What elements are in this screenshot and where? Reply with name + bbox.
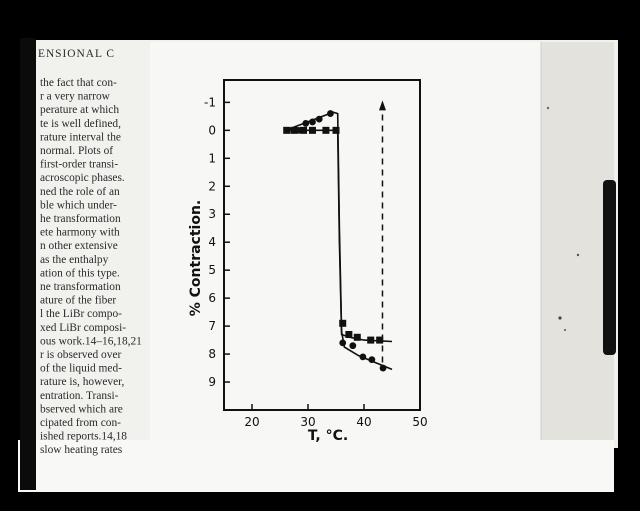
body-text-line: ished reports.14,18 bbox=[40, 430, 127, 443]
body-text-line: te is well defined, bbox=[40, 117, 121, 130]
data-point-square bbox=[354, 334, 361, 341]
body-text-line: the fact that con- bbox=[40, 77, 117, 89]
body-text-line: normal. Plots of bbox=[40, 145, 114, 157]
body-text-line: ete harmony with bbox=[40, 226, 120, 239]
body-text-line: rature interval the bbox=[40, 131, 121, 144]
y-axis-title: % Contraction. bbox=[188, 199, 204, 317]
body-text-line: ation of this type. bbox=[40, 267, 120, 280]
x-tick-label: 30 bbox=[300, 415, 316, 429]
page-header: ENSIONAL C bbox=[38, 48, 115, 60]
y-tick-label: 5 bbox=[208, 263, 216, 278]
body-text-line: first-order transi- bbox=[40, 158, 119, 171]
x-tick-label: 50 bbox=[412, 415, 428, 429]
body-text-line: r a very narrow bbox=[40, 90, 110, 103]
body-text-line: ous work.14–16,18,21 bbox=[40, 335, 142, 348]
data-point-square bbox=[309, 127, 316, 134]
data-point-square bbox=[322, 127, 329, 134]
body-text-line: of the liquid med- bbox=[40, 362, 122, 375]
data-point-square bbox=[367, 337, 374, 344]
body-text-line: cipated from con- bbox=[40, 417, 121, 429]
y-tick-label: 4 bbox=[208, 235, 216, 250]
left-film-edge bbox=[20, 38, 36, 490]
body-text-line: ned the role of an bbox=[40, 185, 120, 198]
body-text-line: xed LiBr composi- bbox=[40, 321, 127, 334]
body-text-line: l the LiBr compo- bbox=[40, 308, 122, 321]
film-notch bbox=[603, 180, 616, 355]
y-tick-label: -1 bbox=[204, 95, 216, 110]
y-tick-label: 2 bbox=[208, 179, 216, 194]
y-tick-label: 6 bbox=[208, 291, 216, 306]
data-point-circle bbox=[302, 120, 309, 127]
data-point-square bbox=[339, 320, 346, 327]
data-point-circle bbox=[339, 339, 346, 346]
body-text-line: as the enthalpy bbox=[40, 253, 109, 266]
y-tick-label: 9 bbox=[208, 375, 216, 390]
data-point-circle bbox=[359, 353, 366, 360]
data-point-square bbox=[345, 331, 352, 338]
body-text-line: perature at which bbox=[40, 104, 120, 117]
body-text-line: ne transformation bbox=[40, 281, 121, 293]
body-text-line: ble which under- bbox=[40, 199, 117, 212]
y-tick-label: 0 bbox=[208, 123, 216, 138]
x-tick-label: 40 bbox=[356, 415, 372, 429]
body-text-line: ature of the fiber bbox=[40, 294, 117, 307]
data-point-square bbox=[333, 127, 340, 134]
y-tick-label: 1 bbox=[208, 151, 216, 166]
body-text-line: bserved which are bbox=[40, 403, 123, 416]
data-point-circle bbox=[316, 116, 323, 123]
x-axis-title: T, °C. bbox=[307, 428, 349, 444]
body-text-line: r is observed over bbox=[40, 349, 122, 361]
y-tick-label: 7 bbox=[208, 319, 216, 334]
data-point-circle bbox=[309, 119, 316, 126]
data-point-circle bbox=[327, 110, 334, 117]
data-point-circle bbox=[380, 365, 387, 372]
data-point-square bbox=[376, 337, 383, 344]
data-point-circle bbox=[368, 356, 375, 363]
body-text-line: rature is, however, bbox=[40, 376, 125, 389]
body-text-line: n other extensive bbox=[40, 240, 118, 253]
body-text-line: entration. Transi- bbox=[40, 389, 119, 402]
data-point-circle bbox=[295, 127, 302, 134]
y-tick-label: 3 bbox=[208, 207, 216, 222]
body-text-line: he transformation bbox=[40, 213, 121, 225]
x-tick-label: 20 bbox=[244, 415, 260, 429]
body-text-line: slow heating rates bbox=[40, 444, 123, 457]
data-point-circle bbox=[349, 342, 356, 349]
body-text-line: acroscopic phases. bbox=[40, 172, 125, 185]
y-tick-label: 8 bbox=[208, 347, 216, 362]
data-point-square bbox=[283, 127, 290, 134]
